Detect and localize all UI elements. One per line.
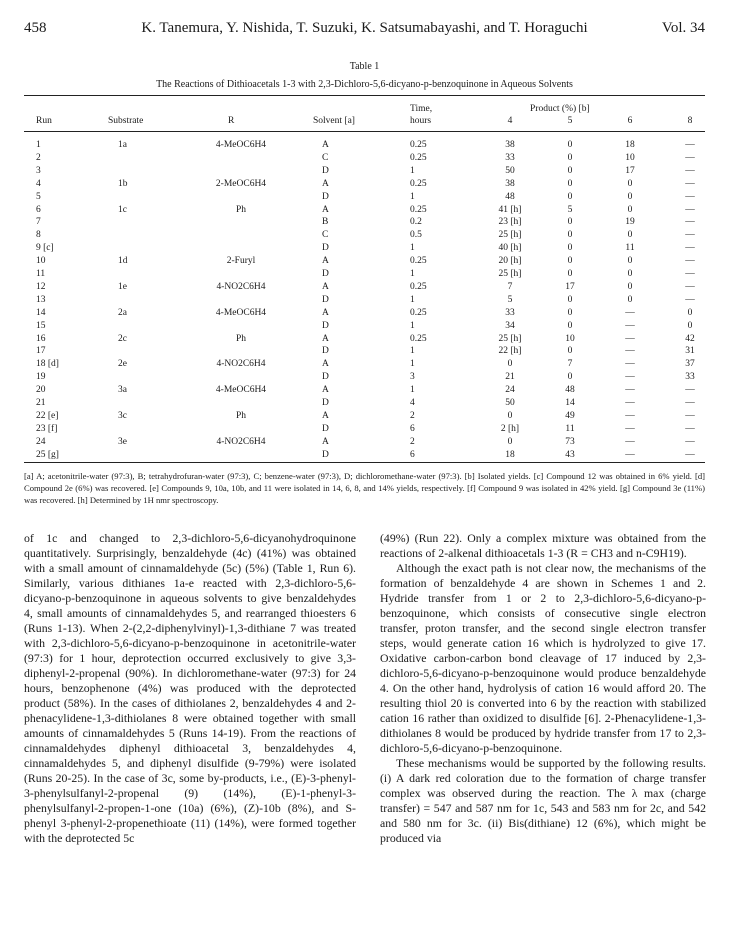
table-cell-substrate: 1e (118, 281, 127, 292)
table-cell-p5: 17 (565, 281, 575, 292)
header-run: Run (36, 116, 52, 126)
table-cell-p4: 20 [h] (498, 256, 522, 267)
table-cell-run: 4 (36, 178, 41, 189)
table-cell-r: Ph (235, 333, 247, 344)
table-cell-p4: 33 (505, 307, 515, 318)
table-cell-p5: 0 (567, 320, 573, 331)
table-cell-solvent: D (322, 320, 329, 331)
right-paragraph-1: (49%) (Run 22). Only a complex mixture was obtained from the reactions of 2-alkenal dithioacetals 1-3 (R = CH3 and n-C9H19). (380, 531, 706, 560)
table-cell-solvent: D (322, 398, 329, 408)
table-cell-p5: 49 (565, 410, 575, 421)
table-cell-p6: — (625, 307, 635, 318)
table-cell-p5: 0 (567, 307, 573, 318)
table-cell-run: 14 (36, 307, 46, 318)
table-cell-p8: — (685, 191, 695, 202)
table-cell-run: 21 (36, 398, 46, 408)
table-cell-solvent: A (322, 281, 329, 292)
table-cell-p4: 33 (505, 152, 515, 163)
table-cell-p6: 0 (627, 294, 633, 305)
header-product-8: 8 (687, 116, 693, 126)
table-cell-time: 1 (410, 294, 415, 305)
table-cell-solvent: D (322, 191, 329, 202)
table-cell-p8: 31 (685, 346, 695, 357)
table-cell-p5: 0 (567, 152, 573, 163)
table-cell-run: 11 (36, 269, 46, 279)
table-cell-time: 0.5 (410, 230, 422, 241)
table-cell-p5: 0 (567, 269, 573, 279)
table-cell-time: 6 (410, 449, 415, 460)
table-cell-run: 13 (36, 294, 46, 305)
page-number: 458 (24, 20, 47, 36)
table-cell-run: 18 [d] (36, 359, 59, 370)
table-cell-p5: 0 (567, 178, 573, 189)
header-time-line2: hours (410, 116, 432, 126)
table-cell-solvent: A (322, 333, 329, 344)
table-cell-p4: 0 (507, 359, 513, 370)
table-cell-p5: 14 (565, 398, 575, 408)
table-cell-run: 9 [c] (36, 243, 54, 254)
header-product-4: 4 (507, 116, 513, 126)
table-cell-r: 2-MeOC6H4 (215, 178, 267, 189)
table-cell-p8: — (685, 256, 695, 267)
table-cell-p6: — (625, 372, 635, 383)
table-cell-time: 1 (410, 165, 415, 176)
table-cell-p8: — (685, 178, 695, 189)
table-label: Table 1 (349, 61, 380, 72)
table-cell-run: 23 [f] (36, 423, 58, 434)
table-cell-solvent: A (322, 307, 329, 318)
table-cell-time: 0.25 (410, 204, 427, 215)
table-cell-p5: 0 (567, 256, 573, 267)
table-cell-time: 0.2 (410, 217, 422, 228)
table-cell-p6: 18 (625, 140, 635, 150)
table-cell-time: 0.25 (410, 307, 427, 318)
table-cell-p8: — (685, 410, 695, 421)
table-cell-solvent: D (322, 243, 329, 254)
table-cell-p5: 10 (565, 333, 575, 344)
table-cell-run: 16 (36, 333, 46, 344)
table-cell-p6: — (625, 398, 635, 408)
table-cell-p6: 10 (625, 152, 635, 163)
volume-label: Vol. 34 (661, 20, 705, 36)
table-cell-p8: — (685, 243, 695, 254)
table-cell-run: 10 (36, 256, 46, 267)
table-cell-solvent: C (322, 230, 329, 241)
table-top-rule (24, 95, 705, 96)
table-cell-time: 1 (410, 346, 415, 357)
table-cell-time: 0.25 (410, 152, 427, 163)
table-cell-solvent: B (322, 217, 329, 228)
table-cell-r: 4-MeOC6H4 (215, 385, 267, 396)
table-bottom-rule (24, 462, 705, 463)
table-cell-run: 6 (36, 204, 41, 215)
table-cell-p4: 50 (505, 398, 515, 408)
table-cell-solvent: A (322, 178, 329, 189)
table-cell-p4: 24 (505, 385, 515, 396)
table-cell-p4: 2 [h] (500, 423, 520, 434)
table-cell-solvent: D (322, 423, 329, 434)
body-right-column (380, 531, 706, 846)
table-cell-solvent: D (322, 346, 329, 357)
table-cell-p6: — (625, 436, 635, 447)
table-cell-p4: 25 [h] (498, 269, 522, 279)
table-cell-p6: — (625, 385, 635, 396)
table-cell-substrate: 1d (118, 256, 128, 267)
table-cell-solvent: A (322, 436, 329, 447)
table-cell-p8: — (685, 140, 695, 150)
table-cell-p6: — (625, 449, 635, 460)
header-solvent: Solvent [a] (313, 116, 355, 126)
table-title: The Reactions of Dithioacetals 1-3 with 2,3-Dichloro-5,6-dicyano-p-benzoquinone in Aqueous Solvents (156, 79, 573, 90)
header-r: R (228, 116, 235, 126)
table-cell-r: Ph (235, 204, 247, 215)
table-cell-substrate: 3a (118, 385, 127, 396)
table-cell-p8: — (685, 204, 695, 215)
table-cell-run: 22 [e] (36, 410, 59, 421)
table-cell-p4: 0 (507, 410, 513, 421)
table-cell-p6: — (625, 346, 635, 357)
table-cell-p4: 38 (505, 178, 515, 189)
table-cell-p6: — (625, 333, 635, 344)
table-cell-p8: — (685, 230, 695, 241)
table-cell-p8: 0 (687, 320, 693, 331)
table-cell-run: 3 (36, 165, 41, 176)
table-cell-time: 1 (410, 320, 415, 331)
header-product-6: 6 (627, 116, 633, 126)
table-cell-p6: 0 (627, 256, 633, 267)
table-cell-solvent: D (322, 165, 329, 176)
table-cell-solvent: A (322, 204, 329, 215)
table-cell-time: 6 (410, 423, 415, 434)
table-cell-time: 0.25 (410, 256, 427, 267)
table-cell-p8: — (685, 165, 695, 176)
table-cell-p4: 21 (505, 372, 515, 383)
table-cell-p4: 40 [h] (498, 243, 522, 254)
table-cell-p5: 0 (567, 140, 573, 150)
table-cell-p5: 73 (565, 436, 575, 447)
table-cell-run: 19 (36, 372, 46, 383)
table-cell-p8: — (685, 269, 695, 279)
table-cell-r: Ph (235, 410, 247, 421)
table-cell-p6: 0 (627, 230, 633, 241)
left-paragraph: of 1c and changed to 2,3-dichloro-5,6-dicyanohydroquinone quantitatively. Surprisingly, benzaldehyde (4c) (41%) was obtained with a small amount of cinnamaldehyde (5c) (5%) (Table 1, Run 6). Similarly, various dithianes 1a-e reacted with 2,3-dichloro-5,6-dicyano-p-benzoquinone in aqueous solvents to give benzaldehydes 4, small amounts of cinnamaldehydes 5, and rearranged thioesters 6 (Runs 1-13). When 2-(2,2-diphenylvinyl)-1,3-dithiane 7 was treated with 2,3-dichloro-5,6-dicyano-p-benzoquinone in acetonitrile-water (97:3) for 1 hour, deprotection occurred exclusively to give 3,3-diphenyl-2-propenal (90%). In dichloromethane-water (97:3) for 24 hours, benzophenone (4%) was produced with the deprotected product (58%). In the cases of dithiolanes 2, benzaldehydes 4 and 2-phenacylidene-1,3-dithiolanes 8 were obtained together with small amounts of cinnamaldehydes 5 (Runs 14-19). From the reactions of cinnamaldehydes diphenyl dithioacetal 3, benzaldehydes 4, cinnamaldehydes 5, and diphenyl disulfide (9-79%) were isolated (Runs 20-25). In the case of 3c, some by-products, i.e., (E)-3-phenyl-3-phenylsulfanyl-2-propenal (9) (14%), (E)-1-phenyl-3-phenylsulfanyl-2-propen-1-one (10a) (6%), (Z)-10b (8%), and S-phenyl 3-phenyl-2-propenethioate (11) (14%), were formed together with the deprotected 5c (24, 531, 356, 845)
table-cell-time: 1 (410, 385, 415, 396)
table-cell-r: 4-NO2C6H4 (216, 436, 266, 447)
table-cell-p5: 0 (567, 191, 573, 202)
running-authors: K. Tanemura, Y. Nishida, T. Suzuki, K. Satsumabayashi, and T. Horaguchi (141, 20, 588, 36)
table-cell-time: 4 (410, 398, 415, 408)
table-cell-solvent: A (322, 256, 329, 267)
table-cell-r: 4-MeOC6H4 (215, 307, 267, 318)
table-cell-p6: — (625, 320, 635, 331)
table-cell-p5: 43 (565, 449, 575, 460)
page-header (24, 20, 705, 42)
table-cell-substrate: 1a (118, 140, 127, 150)
table-cell-p5: 48 (565, 385, 575, 396)
table-cell-p8: — (685, 423, 695, 434)
table-cell-p8: — (685, 217, 695, 228)
table-cell-solvent: D (322, 269, 329, 279)
table-cell-p8: 37 (685, 359, 695, 370)
table-cell-p6: 11 (625, 243, 635, 254)
right-paragraph-2: Although the exact path is not clear now, the mechanisms of the formation of benzaldehyde 4 are shown in Schemes 1 and 2. Hydride transfer from 1 or 2 to 2,3-dichloro-5,6-dicyano-p-benzoquinone, which consists of consecutive single electron transfer, proton transfer, and the second single electron transfer steps, would generate cation 16 which is hydrolyzed to give 17. Oxidative carbon-carbon bond cleavage of 17 induced by 2,3-dichloro-5,6-dicyano-p-benzoquinone would produce benzaldehyde 4. On the other hand, hydrolysis of cation 16 would afford 20. The resulting thiol 20 is converted into 6 by the reaction with stabilized cation 16 rather than oxidized to disulfide [6]. 2-Phenacylidene-1,3-dithiolanes 8 would be produced by hydride transfer from 17 to 2,3-dichloro-5,6-dicyano-p-benzoquinone. (380, 561, 706, 755)
table-cell-p4: 5 (507, 294, 513, 305)
table-cell-run: 2 (36, 152, 41, 163)
table-cell-p8: — (685, 398, 695, 408)
header-product: Product (%) [b] (530, 104, 590, 114)
table-cell-substrate: 1b (118, 178, 128, 189)
table-footnotes: [a] A; acetonitrile-water (97:3), B; tetrahydrofuran-water (97:3), C; benzene-water (97:3), D; dichloromethane-water (97:3). [b] Isolated yields. [c] Compound 12 was obtained in 6% yield. [d] Compound 2e (6%) was recovered. [e] Compounds 9, 10a, 10b, and 11 were isolated in 14, 6, 8, and 14% yields, respectively. [f] Compound 9 was isolated in 42% yield. [g] Compound 3e (11%) was recovered. [h] Determined by 1H nmr spectroscopy. (24, 471, 705, 505)
table-cell-p6: 19 (625, 217, 635, 228)
table-cell-time: 0.25 (410, 140, 427, 150)
table-cell-p4: 18 (505, 449, 515, 460)
table-cell-p6: 0 (627, 178, 633, 189)
table-cell-p5: 0 (567, 217, 573, 228)
table-cell-p8: 0 (687, 307, 693, 318)
table-cell-p8: — (685, 385, 695, 396)
table-cell-time: 0.25 (410, 281, 427, 292)
table-cell-substrate: 3e (118, 436, 127, 447)
table-cell-r: 4-MeOC6H4 (215, 140, 267, 150)
table-cell-solvent: A (322, 140, 329, 150)
table-cell-p6: — (625, 359, 635, 370)
table-cell-run: 17 (36, 346, 46, 357)
table-cell-p5: 11 (565, 423, 575, 434)
table-cell-p8: — (685, 294, 695, 305)
table-cell-p4: 23 [h] (498, 217, 522, 228)
table-cell-r: 4-NO2C6H4 (216, 281, 266, 292)
table-cell-substrate: 2e (118, 359, 127, 370)
table-cell-p4: 7 (507, 281, 513, 292)
table-cell-run: 24 (36, 436, 46, 447)
table-cell-p5: 0 (567, 243, 573, 254)
table-cell-time: 2 (410, 410, 415, 421)
table-cell-run: 12 (36, 281, 46, 292)
table-cell-run: 8 (36, 230, 41, 241)
table-cell-p5: 0 (567, 230, 573, 241)
body-left-column (24, 531, 356, 846)
table-cell-time: 2 (410, 436, 415, 447)
table-cell-p4: 41 [h] (498, 204, 522, 215)
table-cell-p8: — (685, 449, 695, 460)
table-cell-substrate: 1c (118, 204, 127, 215)
table-cell-time: 1 (410, 359, 415, 370)
table-cell-solvent: D (322, 449, 329, 460)
table-cell-solvent: D (322, 372, 329, 383)
table-cell-p4: 25 [h] (498, 333, 522, 344)
header-time-line1: Time, (410, 104, 433, 114)
table-cell-p5: 5 (567, 204, 573, 215)
table-cell-p4: 0 (507, 436, 513, 447)
table-cell-substrate: 2a (118, 307, 127, 318)
table-cell-p4: 50 (505, 165, 515, 176)
table-cell-solvent: C (322, 152, 329, 163)
table-cell-run: 7 (36, 217, 41, 228)
table-cell-p5: 0 (567, 346, 573, 357)
table-cell-p6: 0 (627, 281, 633, 292)
table-cell-run: 25 [g] (36, 449, 59, 460)
right-paragraph-3: These mechanisms would be supported by the following results. (i) A dark red coloration due to the formation of charge transfer complex was observed during the reaction. The λ max (charge transfer) = 547 and 587 nm for 1c, 543 and 583 nm for 2c, and 542 and 580 nm for 3c. (ii) Bis(dithiane) 12 (6%), which might be produced via (380, 756, 706, 845)
table-cell-p4: 48 (505, 191, 515, 202)
table-cell-substrate: 2c (118, 333, 127, 344)
table-cell-p8: 33 (685, 372, 695, 383)
table-cell-p4: 22 [h] (498, 346, 522, 357)
table-cell-p4: 25 [h] (498, 230, 522, 241)
table-cell-run: 20 (36, 385, 46, 396)
table-cell-run: 15 (36, 320, 46, 331)
table-cell-solvent: A (322, 410, 329, 421)
table-cell-solvent: A (322, 359, 329, 370)
table-cell-time: 1 (410, 269, 415, 279)
table-cell-r: 4-NO2C6H4 (216, 359, 266, 370)
table-cell-p6: — (625, 410, 635, 421)
table-cell-time: 1 (410, 191, 415, 202)
table-header-rule (24, 131, 705, 132)
table-cell-solvent: A (322, 385, 329, 396)
table-cell-run: 5 (36, 191, 41, 202)
table-cell-p6: 0 (627, 269, 633, 279)
table-cell-time: 0.25 (410, 333, 427, 344)
table-cell-p5: 0 (567, 294, 573, 305)
table-cell-p5: 0 (567, 165, 573, 176)
table-cell-time: 1 (410, 243, 415, 254)
table-cell-p8: — (685, 281, 695, 292)
table-cell-p5: 0 (567, 372, 573, 383)
table-cell-p6: — (625, 423, 635, 434)
table-cell-p4: 34 (505, 320, 515, 331)
table-cell-p8: — (685, 152, 695, 163)
header-substrate: Substrate (108, 116, 144, 126)
table-cell-p6: 0 (627, 204, 633, 215)
table-cell-p4: 38 (505, 140, 515, 150)
table-cell-p6: 0 (627, 191, 633, 202)
table-cell-p6: 17 (625, 165, 635, 176)
table-cell-p8: 42 (685, 333, 695, 344)
table-cell-p5: 7 (567, 359, 573, 370)
table-cell-solvent: D (322, 294, 329, 305)
table-cell-substrate: 3c (118, 410, 127, 421)
table-cell-time: 0.25 (410, 178, 427, 189)
table-cell-time: 3 (410, 372, 415, 383)
table-cell-run: 1 (36, 140, 41, 150)
table-cell-r: 2-Furyl (226, 256, 256, 267)
header-product-5: 5 (567, 116, 573, 126)
table-cell-p8: — (685, 436, 695, 447)
